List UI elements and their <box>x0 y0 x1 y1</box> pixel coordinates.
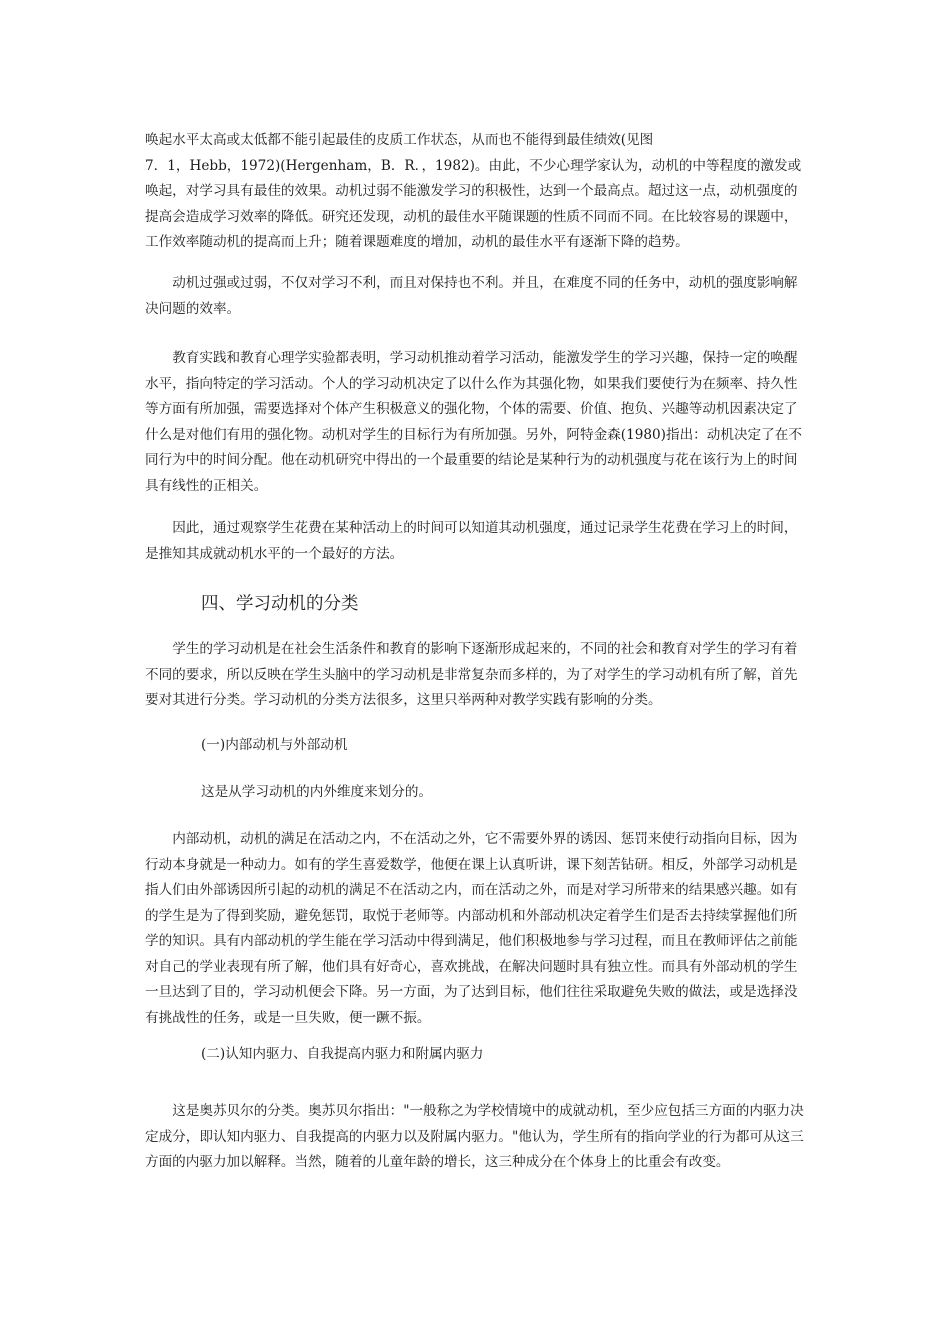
section-heading: 四、学习动机的分类 <box>201 594 359 614</box>
paragraph-line: 唤起水平太高或太低都不能引起最佳的皮质工作状态，从而也不能得到最佳绩效(见图 <box>145 132 654 148</box>
paragraph-motivation-strength: 动机过强或过弱，不仅对学习不利，而且对保持也不利。并且，在难度不同的任务中，动机的强度影响解决问题的效率。 <box>145 275 798 317</box>
paragraph-educational-practice: 教育实践和教育心理学实验都表明，学习动机推动着学习活动，能激发学生的学习兴趣，保持一定的唤醒水平，指向特定的学习活动。个人的学习动机决定了以什么作为其强化物，如果我们要使行为在频率、持久性等方面有所加强，需要选择对个体产生积极意义的强化物，个体的需要、价值、抱负、兴趣等动机因素决定了什么是对他们有用的强化物。动机对学生的目标行为有所加强。另外，阿特金森(1980)指出：动机决定了在不同行为中的时间分配。他在动机研究中得出的一个最重要的结论是某种行为的动机强度与花在该行为上的时间具有线性的正相关。 <box>145 350 802 494</box>
paragraph-intrinsic-motivation: 内部动机，动机的满足在活动之内，不在活动之外，它不需要外界的诱因、惩罚来使行动指向目标，因为行动本身就是一种动力。如有的学生喜爱数学，他便在课上认真听讲，课下刻苦钻研。相反，外部学习动机是指人们由外部诱因所引起的动机的满足不在活动之内，而在活动之外，而是对学习所带来的结果感兴趣。如有的学生是为了得到奖励，避免惩罚，取悦于老师等。内部动机和外部动机决定着学生们是否去持续掌握他们所学的知识。具有内部动机的学生能在学习活动中得到满足，他们积极地参与学习过程，而且在教师评估之前能对自己的学业表现有所了解，他们具有好奇心，喜欢挑战，在解决问题时具有独立性。而具有外部动机的学生一旦达到了目的，学习动机便会下降。另一方面，为了达到目标，他们往往采取避免失败的做法，或是选择没有挑战性的任务，或是一旦失败，便一蹶不振。 <box>145 831 798 1026</box>
paragraph-time-observation: 因此，通过观察学生花费在某种活动上的时间可以知道其动机强度，通过记录学生花费在学习上的时间，是推知其成就动机水平的一个最好的方法。 <box>145 520 798 562</box>
subheading-intrinsic-extrinsic: (一)内部动机与外部动机 <box>201 737 348 753</box>
paragraph-text: 7．1，Hebb，1972)(Hergenham，B．R．，1982)。由此，不少心理学家认为，动机的中等程度的激发或唤起，对学习具有最佳的效果。动机过弱不能激发学习的积极性，达到一个最高点。超过这一点，动机强度的提高会造成学习效率的降低。研究还发现，动机的最佳水平随课题的性质不同而不同。在比较容易的课题中，工作效率随动机的提高而上升；随着课题难度的增加，动机的最佳水平有逐渐下降的趋势。 <box>145 157 802 250</box>
paragraph-ausubel: 这是奥苏贝尔的分类。奥苏贝尔指出："一般称之为学校情境中的成就动机，至少应包括三方面的内驱力决定成分，即认知内驱力、自我提高的内驱力以及附属内驱力。"他认为，学生所有的指向学业的行为都可从这三方面的内驱力加以解释。当然，随着的儿童年龄的增长，这三种成分在个体身上的比重会有改变。 <box>145 1103 804 1170</box>
paragraph-dimension-note: 这是从学习动机的内外维度来划分的。 <box>201 784 433 800</box>
paragraph-optimal-arousal <box>145 128 810 256</box>
paragraph-classification-intro: 学生的学习动机是在社会生活条件和教育的影响下逐渐形成起来的，不同的社会和教育对学生的学习有着不同的要求，所以反映在学生头脑中的学习动机是非常复杂而多样的，为了对学生的学习动机有所了解，首先要对其进行分类。学习动机的分类方法很多，这里只举两种对教学实践有影响的分类。 <box>145 641 798 708</box>
subheading-drives: (二)认知内驱力、自我提高内驱力和附属内驱力 <box>201 1046 484 1062</box>
